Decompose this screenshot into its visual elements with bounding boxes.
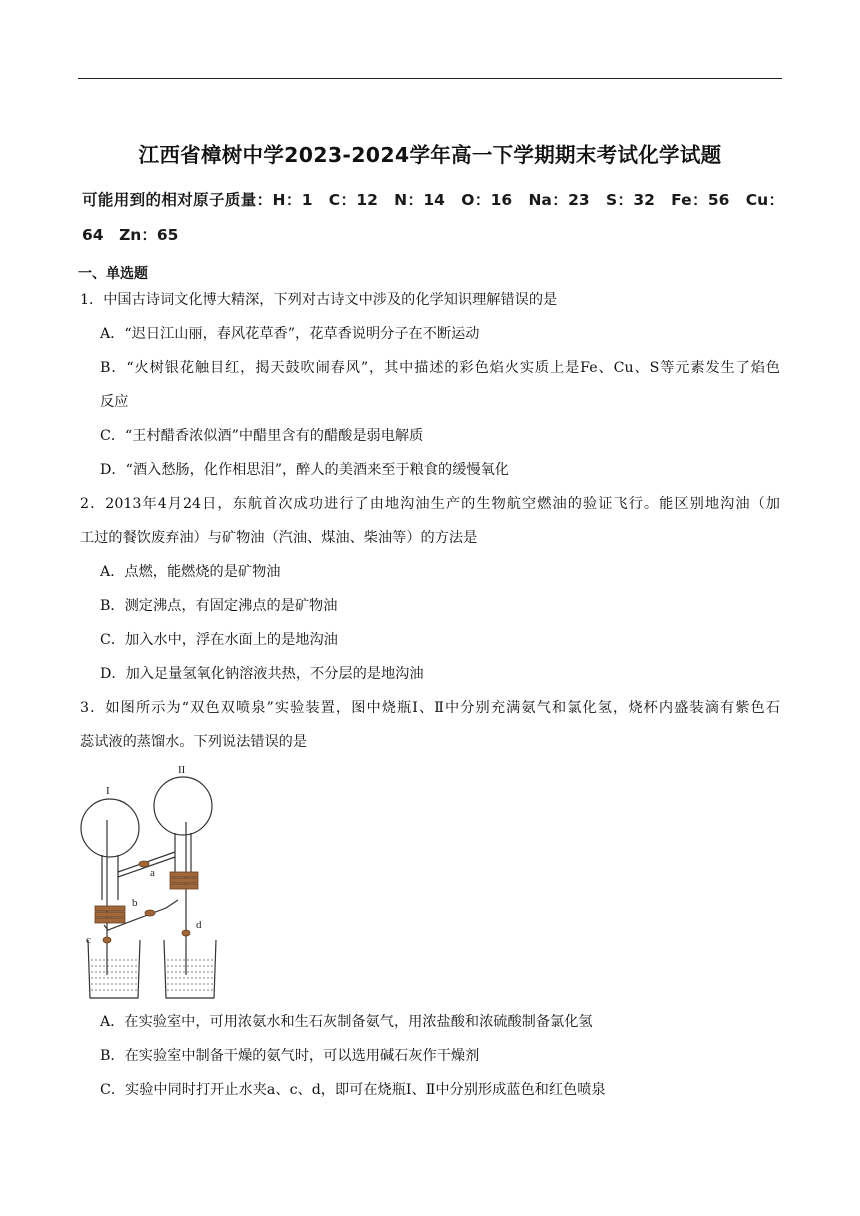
label-clip-d: d	[196, 919, 202, 931]
clip-a	[139, 861, 149, 867]
question-2-option-c: C．加入水中，浮在水面上的是地沟油	[100, 632, 338, 648]
question-2-option-d: D．加入足量氢氧化钠溶液共热，不分层的是地沟油	[100, 666, 424, 682]
question-2-option-b: B．测定沸点，有固定沸点的是矿物油	[100, 598, 338, 614]
header-rule	[78, 78, 782, 79]
question-1-option-d: D．“酒入愁肠，化作相思泪”，醉人的美酒来至于粮食的缓慢氧化	[100, 462, 509, 478]
label-flask-1: I	[106, 785, 110, 797]
label-clip-b: b	[132, 897, 138, 909]
question-3-option-b: B．在实验室中制备干燥的氨气时，可以选用碱石灰作干燥剂	[100, 1048, 480, 1064]
clip-b	[145, 910, 155, 916]
label-clip-a: a	[150, 867, 155, 879]
label-flask-2: II	[178, 764, 186, 776]
question-2-stem-continued: 工过的餐饮废弃油）与矿物油（汽油、煤油、柴油等）的方法是	[80, 530, 478, 546]
page-title: 江西省樟树中学2023-2024学年高一下学期期末考试化学试题	[138, 143, 722, 167]
question-1-option-b-continued: 反应	[100, 394, 129, 410]
question-3-option-c: C．实验中同时打开止水夹a、c、d，即可在烧瓶Ⅰ、Ⅱ中分别形成蓝色和红色喷泉	[100, 1082, 606, 1098]
flask-1	[81, 799, 139, 857]
double-fountain-apparatus-figure	[78, 760, 228, 1002]
clip-d	[182, 930, 190, 936]
question-2-stem: 2．2013年4月24日，东航首次成功进行了由地沟油生产的生物航空燃油的验证飞行。能区别地沟油（加	[80, 496, 780, 512]
question-1-stem: 1．中国古诗词文化博大精深，下列对古诗文中涉及的化学知识理解错误的是	[80, 292, 558, 308]
question-3-option-a: A．在实验室中，可用浓氨水和生石灰制备氨气，用浓盐酸和浓硫酸制备氯化氢	[100, 1014, 593, 1030]
flask-2	[154, 777, 212, 835]
atomic-masses-note: 可能用到的相对原子质量：H：1 C：12 N：14 O：16 Na：23 S：32 Fe：56 Cu：64 Zn：65	[82, 191, 784, 244]
label-clip-c: c	[86, 934, 91, 946]
question-1-option-a: A．“迟日江山丽，春风花草香”，花草香说明分子在不断运动	[100, 326, 480, 342]
clip-c	[103, 937, 111, 943]
section-heading: 一、单选题	[78, 266, 148, 282]
question-2-option-a: A．点燃，能燃烧的是矿物油	[100, 564, 281, 580]
question-1-option-c: C．“王村醋香浓似酒”中醋里含有的醋酸是弱电解质	[100, 428, 424, 444]
question-1-option-b: B．“火树银花触目红，揭天鼓吹闹春风”，其中描述的彩色焰火实质上是Fe、Cu、S等元素发生了焰色	[100, 360, 780, 376]
question-3-stem: 3．如图所示为“双色双喷泉”实验装置，图中烧瓶Ⅰ、Ⅱ中分别充满氨气和氯化氢，烧杯内盛装滴有紫色石	[80, 700, 780, 716]
question-3-stem-continued: 蕊试液的蒸馏水。下列说法错误的是	[80, 734, 308, 750]
